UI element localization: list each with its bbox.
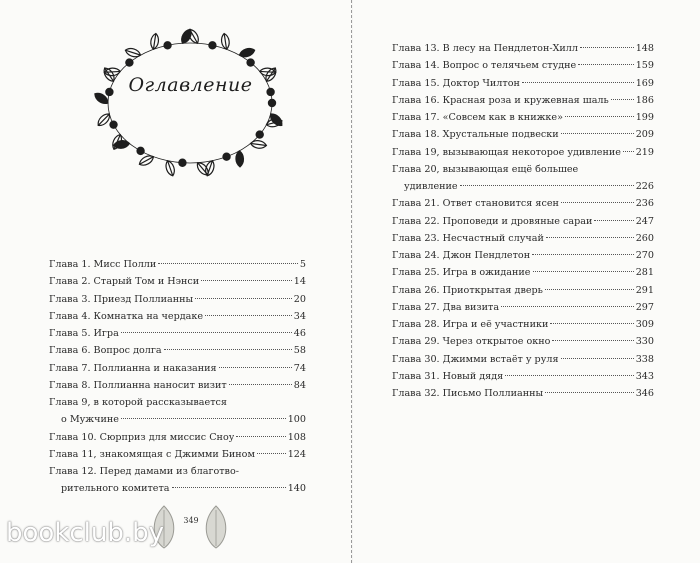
chapter-title: Глава 9, в которой рассказывается: [49, 397, 227, 408]
dot-leader: [460, 185, 634, 186]
chapter-title: Глава 12. Перед дамами из благотво-: [49, 466, 239, 477]
chapter-title: Глава 22. Проповеди и дровяные сараи: [392, 215, 593, 227]
page-ref: 34: [293, 310, 306, 322]
dot-leader: [552, 340, 633, 341]
dot-leader: [561, 358, 634, 359]
toc-entry: [49, 325, 306, 342]
toc-entry: [49, 273, 306, 290]
chapter-title: Глава 24. Джон Пендлетон: [392, 250, 531, 261]
toc-entry: [392, 109, 654, 126]
page-ref: 169: [635, 77, 654, 89]
dot-leader: [580, 47, 634, 48]
page-ref: 5: [299, 259, 306, 270]
page-ref: 297: [635, 301, 654, 313]
page-ref: 124: [287, 448, 306, 460]
chapter-title: Глава 3. Приезд Поллианны: [49, 293, 194, 305]
page-ref: 148: [635, 43, 654, 54]
dot-leader: [545, 289, 634, 290]
page-ref: 209: [635, 129, 654, 141]
chapter-title: удивление: [404, 181, 458, 192]
chapter-title: Глава 15. Доктор Чилтон: [392, 77, 520, 89]
chapter-title: Глава 23. Несчастный случай: [392, 232, 544, 244]
chapter-title: Глава 4. Комнатка на чердаке: [49, 310, 204, 322]
page-ref: 270: [635, 250, 654, 261]
toc-entry: [392, 75, 654, 92]
chapter-title: Глава 5. Игра: [49, 328, 119, 339]
dot-leader: [522, 82, 634, 83]
chapter-title: рительного комитета: [61, 483, 170, 495]
toc-entry: [49, 256, 306, 273]
toc-entry: [392, 144, 654, 161]
dot-leader: [158, 263, 298, 264]
contents-heading: Оглавление: [128, 74, 253, 96]
toc-entry: [392, 316, 654, 333]
page-ref: 159: [635, 60, 654, 72]
toc-entry: [49, 291, 306, 308]
dot-leader: [164, 349, 292, 350]
page-ref: 346: [635, 388, 654, 399]
chapter-title: Глава 1. Мисс Полли: [49, 259, 157, 270]
berry-icon: [268, 99, 275, 106]
chapter-title: Глава 27. Два визита: [392, 301, 500, 313]
toc-entry: [392, 230, 654, 247]
page-ref: 236: [635, 198, 654, 210]
toc-entry: [49, 394, 306, 411]
page-ref: 281: [635, 267, 654, 279]
toc-entry: [392, 299, 654, 316]
dot-leader: [201, 280, 292, 281]
page-ref: 309: [635, 319, 654, 330]
toc-entry: [49, 429, 306, 446]
toc-entry: [392, 385, 654, 402]
page-ref: 74: [293, 362, 306, 374]
toc-entry: [49, 377, 306, 394]
berry-icon: [223, 153, 230, 160]
dot-leader: [623, 151, 634, 152]
leaf-icon: [236, 151, 244, 167]
berry-icon: [110, 121, 117, 128]
toc-entry: [392, 40, 654, 57]
toc-entry: [392, 333, 654, 350]
toc-entry: [392, 57, 654, 74]
dot-leader: [121, 332, 292, 333]
toc-entry: [49, 342, 306, 359]
dot-leader: [611, 99, 634, 100]
dot-leader: [229, 384, 292, 385]
chapter-title: о Мужчине: [61, 414, 119, 426]
leaf-icon: [250, 140, 267, 149]
toc-entry: [392, 195, 654, 212]
dot-leader: [257, 453, 286, 454]
chapter-title: Глава 30. Джимми встаёт у руля: [392, 353, 559, 365]
leaf-icon: [138, 153, 156, 167]
page-ref: 140: [287, 483, 306, 495]
dot-leader: [550, 323, 633, 324]
chapter-title: Глава 13. В лесу на Пендлетон-Хилл: [392, 43, 578, 54]
page-ref: 338: [635, 353, 654, 365]
toc-entry: [392, 161, 654, 178]
chapter-title: Глава 17. «Совсем как в книжке»: [392, 112, 563, 123]
chapter-title: Глава 18. Хрустальные подвески: [392, 129, 559, 141]
chapter-title: Глава 25. Игра в ожидание: [392, 267, 531, 279]
berry-icon: [126, 59, 133, 66]
toc-entry: [49, 463, 306, 480]
chapter-title: Глава 11, знакомящая с Джимми Бином: [49, 448, 255, 460]
page-number: 349: [183, 516, 199, 525]
dot-leader: [546, 237, 634, 238]
dot-leader: [195, 298, 292, 299]
toc-entry: [49, 360, 306, 377]
dot-leader: [205, 315, 292, 316]
page-ref: 20: [293, 293, 306, 305]
dot-leader: [594, 220, 633, 221]
book-spine: [351, 0, 352, 563]
chapter-title: Глава 32. Письмо Поллианны: [392, 388, 544, 399]
toc-entry: [392, 92, 654, 109]
berry-icon: [256, 131, 263, 138]
chapter-title: Глава 19, вызывающая некоторое удивление: [392, 146, 621, 158]
dot-leader: [172, 487, 286, 488]
dot-leader: [219, 367, 292, 368]
page-ref: 226: [635, 181, 654, 192]
right-page: [353, 0, 700, 563]
chapter-title: Глава 2. Старый Том и Нэнси: [49, 276, 200, 288]
toc-entry: [49, 411, 306, 428]
dot-leader: [501, 306, 634, 307]
page-ref: 108: [287, 431, 306, 443]
page-ref: 260: [635, 232, 654, 244]
toc-entry: [49, 480, 306, 497]
page-ref: 291: [635, 284, 654, 296]
toc-entry: [392, 368, 654, 385]
page-ref: 247: [635, 215, 654, 227]
page-ref: 46: [293, 328, 306, 339]
page-ref: 343: [635, 370, 654, 382]
dot-leader: [121, 418, 286, 419]
toc-entry: [392, 247, 654, 264]
page-ref: 100: [287, 414, 306, 426]
dot-leader: [561, 202, 634, 203]
dot-leader: [236, 436, 285, 437]
toc-entry: [49, 446, 306, 463]
chapter-title: Глава 16. Красная роза и кружевная шаль: [392, 94, 609, 106]
dot-leader: [505, 375, 634, 376]
leaf-icon: [238, 47, 256, 59]
toc-entry: [392, 213, 654, 230]
toc-entry: [392, 282, 654, 299]
chapter-title: Глава 29. Через открытое окно: [392, 336, 551, 348]
page-ref: 14: [293, 276, 306, 288]
toc-entry: [392, 351, 654, 368]
page-ref: 330: [635, 336, 654, 348]
dot-leader: [545, 392, 634, 393]
dot-leader: [532, 254, 634, 255]
chapter-title: Глава 6. Вопрос долга: [49, 345, 162, 357]
chapter-title: Глава 20, вызывающая ещё большее: [392, 163, 579, 175]
page-ref: 199: [635, 112, 654, 123]
chapter-title: Глава 7. Поллианна и наказания: [49, 362, 217, 374]
toc-entry: [392, 264, 654, 281]
dot-leader: [565, 116, 634, 117]
toc-entry: [49, 308, 306, 325]
berry-icon: [137, 147, 144, 154]
page-ref: 219: [635, 146, 654, 158]
berry-icon: [247, 59, 254, 66]
dot-leader: [533, 271, 634, 272]
chapter-title: Глава 8. Поллианна наносит визит: [49, 379, 227, 391]
dot-leader: [561, 133, 634, 134]
chapter-title: Глава 31. Новый дядя: [392, 370, 504, 382]
chapter-title: Глава 26. Приоткрытая дверь: [392, 284, 543, 296]
berry-icon: [164, 42, 171, 49]
berry-icon: [179, 159, 186, 166]
page-ref: 58: [293, 345, 306, 357]
toc-entry: [392, 178, 654, 195]
chapter-title: Глава 10. Сюрприз для миссис Сноу: [49, 431, 235, 443]
watermark: bookclub.by: [6, 518, 165, 548]
berry-icon: [209, 42, 216, 49]
chapter-title: Глава 14. Вопрос о телячьем студне: [392, 60, 577, 72]
toc-right-column: [392, 40, 654, 402]
leaf-icon: [124, 47, 142, 59]
toc-left-column: [49, 256, 306, 498]
wreath-leaves: [93, 28, 285, 178]
dot-leader: [578, 64, 633, 65]
page-ref: 186: [635, 94, 654, 106]
wreath-ornament: [88, 18, 293, 188]
chapter-title: Глава 28. Игра и её участники: [392, 319, 549, 330]
chapter-title: Глава 21. Ответ становится ясен: [392, 198, 559, 210]
toc-entry: [392, 126, 654, 143]
page-ref: 84: [293, 379, 306, 391]
